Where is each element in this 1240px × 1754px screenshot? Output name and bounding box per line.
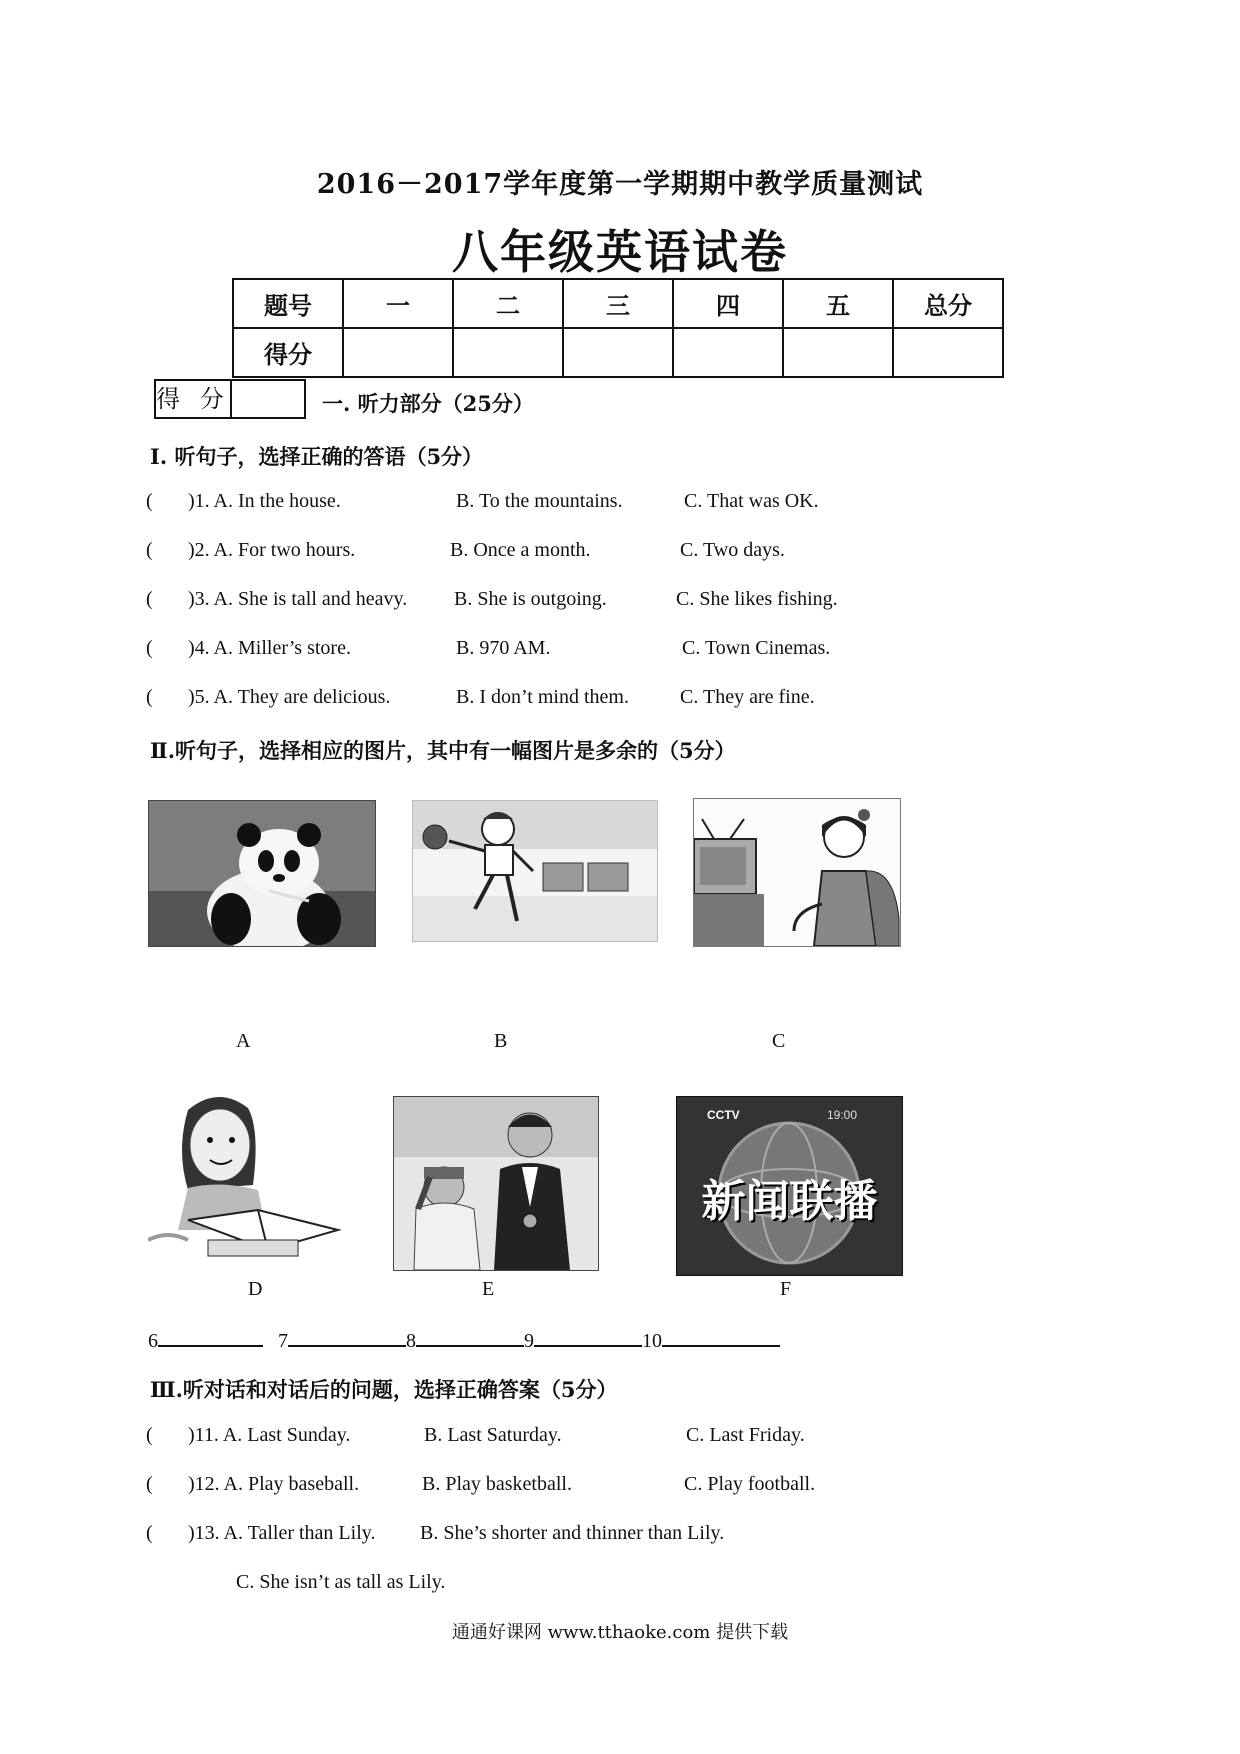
blank-number: 6 [148, 1330, 158, 1352]
news-broadcast-title: 新闻联播 [701, 1176, 878, 1227]
answer-paren[interactable]: ( [146, 637, 153, 659]
question-row [146, 1473, 1046, 1513]
score-header-cell: 总分 [893, 279, 1003, 328]
score-cell[interactable] [673, 328, 783, 377]
picture-letter: F [780, 1278, 792, 1300]
option-b: B. I don’t mind them. [456, 686, 629, 708]
option-a: )13. A. Taller than Lily. [188, 1522, 376, 1544]
picture-letter: E [482, 1278, 495, 1300]
picture-letter: C [772, 1030, 786, 1052]
answer-blank[interactable] [416, 1325, 524, 1347]
option-c: C. They are fine. [680, 686, 815, 708]
picture-letter: B [494, 1030, 508, 1052]
option-b: B. She is outgoing. [454, 588, 607, 610]
girl-watching-tv-icon [693, 798, 901, 947]
option-c: C. That was OK. [684, 490, 819, 512]
part2-title: Ⅱ.听句子，选择相应的图片，其中有一幅图片是多余的（5分） [150, 738, 736, 763]
score-header-cell: 一 [343, 279, 453, 328]
score-cell[interactable] [563, 328, 673, 377]
question-row [146, 686, 1046, 726]
blank-number: 9 [524, 1330, 534, 1352]
score-cell[interactable] [783, 328, 893, 377]
answer-paren[interactable]: ( [146, 1522, 153, 1544]
option-a: )12. A. Play baseball. [188, 1473, 360, 1495]
answer-blank[interactable] [662, 1325, 780, 1347]
answer-blank[interactable] [288, 1325, 406, 1347]
section1-title: 一. 听力部分（25分） [322, 391, 534, 416]
option-b: B. 970 AM. [456, 637, 551, 659]
picture-letter: A [236, 1030, 251, 1052]
blank-number: 10 [642, 1330, 662, 1352]
score-header-cell: 三 [563, 279, 673, 328]
option-c: C. Two days. [680, 539, 785, 561]
answer-blank[interactable] [534, 1325, 642, 1347]
option-b: B. To the mountains. [456, 490, 623, 512]
svg-text:19:00: 19:00 [827, 1108, 858, 1122]
option-a: )11. A. Last Sunday. [188, 1424, 351, 1446]
blank-number: 7 [278, 1330, 288, 1352]
option-c: C. She isn’t as tall as Lily. [236, 1571, 446, 1593]
blank-number: 8 [406, 1330, 416, 1352]
score-row-label: 得分 [233, 328, 343, 377]
footer-text: 通通好课网 www.tthaoke.com 提供下载 [451, 1622, 789, 1643]
score-header-cell: 题号 [233, 279, 343, 328]
girl-reading-book-icon [148, 1090, 344, 1266]
picture-letter: D [248, 1278, 263, 1300]
news-broadcast-icon [676, 1096, 903, 1276]
score-header-cell: 二 [453, 279, 563, 328]
answer-paren[interactable]: ( [146, 686, 153, 708]
score-header-cell: 五 [783, 279, 893, 328]
answer-paren[interactable]: ( [146, 1473, 153, 1495]
svg-text:CCTV: CCTV [707, 1108, 740, 1122]
score-table-score-row [233, 328, 1003, 377]
section-score-box [154, 379, 306, 419]
answer-blanks [148, 1325, 848, 1353]
option-a: )1. A. In the house. [188, 490, 341, 512]
score-cell[interactable] [893, 328, 1003, 377]
two-men-photo-icon [393, 1096, 599, 1271]
question-row [146, 1424, 1046, 1464]
option-c: C. Play football. [684, 1473, 816, 1495]
answer-paren[interactable]: ( [146, 588, 153, 610]
option-b: B. Once a month. [450, 539, 591, 561]
question-row [146, 588, 1046, 628]
score-header-cell: 四 [673, 279, 783, 328]
score-table-header-row [233, 279, 1003, 328]
basketball-player-icon [412, 800, 658, 942]
panda-photo-icon [148, 800, 376, 947]
answer-blank[interactable] [158, 1325, 263, 1347]
part3-title: Ⅲ.听对话和对话后的问题，选择正确答案（5分） [150, 1377, 618, 1402]
exam-subtitle: 2016－2017学年度第一学期期中教学质量测试 [316, 169, 924, 200]
option-a: )3. A. She is tall and heavy. [188, 588, 408, 610]
part1-title: Ⅰ. 听句子，选择正确的答语（5分） [150, 444, 484, 469]
option-a: )5. A. They are delicious. [188, 686, 391, 708]
score-table [232, 278, 1004, 378]
score-cell[interactable] [453, 328, 563, 377]
score-cell[interactable] [343, 328, 453, 377]
answer-paren[interactable]: ( [146, 539, 153, 561]
option-b: B. Play basketball. [422, 1473, 572, 1495]
section-score-label: 得 分 [156, 381, 232, 417]
option-c: C. She likes fishing. [676, 588, 838, 610]
question-row [146, 1522, 1046, 1562]
option-c: C. Last Friday. [686, 1424, 805, 1446]
exam-title: 八年级英语试卷 [452, 225, 788, 279]
question-row [146, 539, 1046, 579]
answer-paren[interactable]: ( [146, 490, 153, 512]
option-c: C. Town Cinemas. [682, 637, 831, 659]
question-row [146, 490, 1046, 530]
option-b: B. She’s shorter and thinner than Lily. [420, 1522, 725, 1544]
option-b: B. Last Saturday. [424, 1424, 562, 1446]
option-a: )4. A. Miller’s store. [188, 637, 351, 659]
question-row [146, 637, 1046, 677]
answer-paren[interactable]: ( [146, 1424, 153, 1446]
option-a: )2. A. For two hours. [188, 539, 356, 561]
